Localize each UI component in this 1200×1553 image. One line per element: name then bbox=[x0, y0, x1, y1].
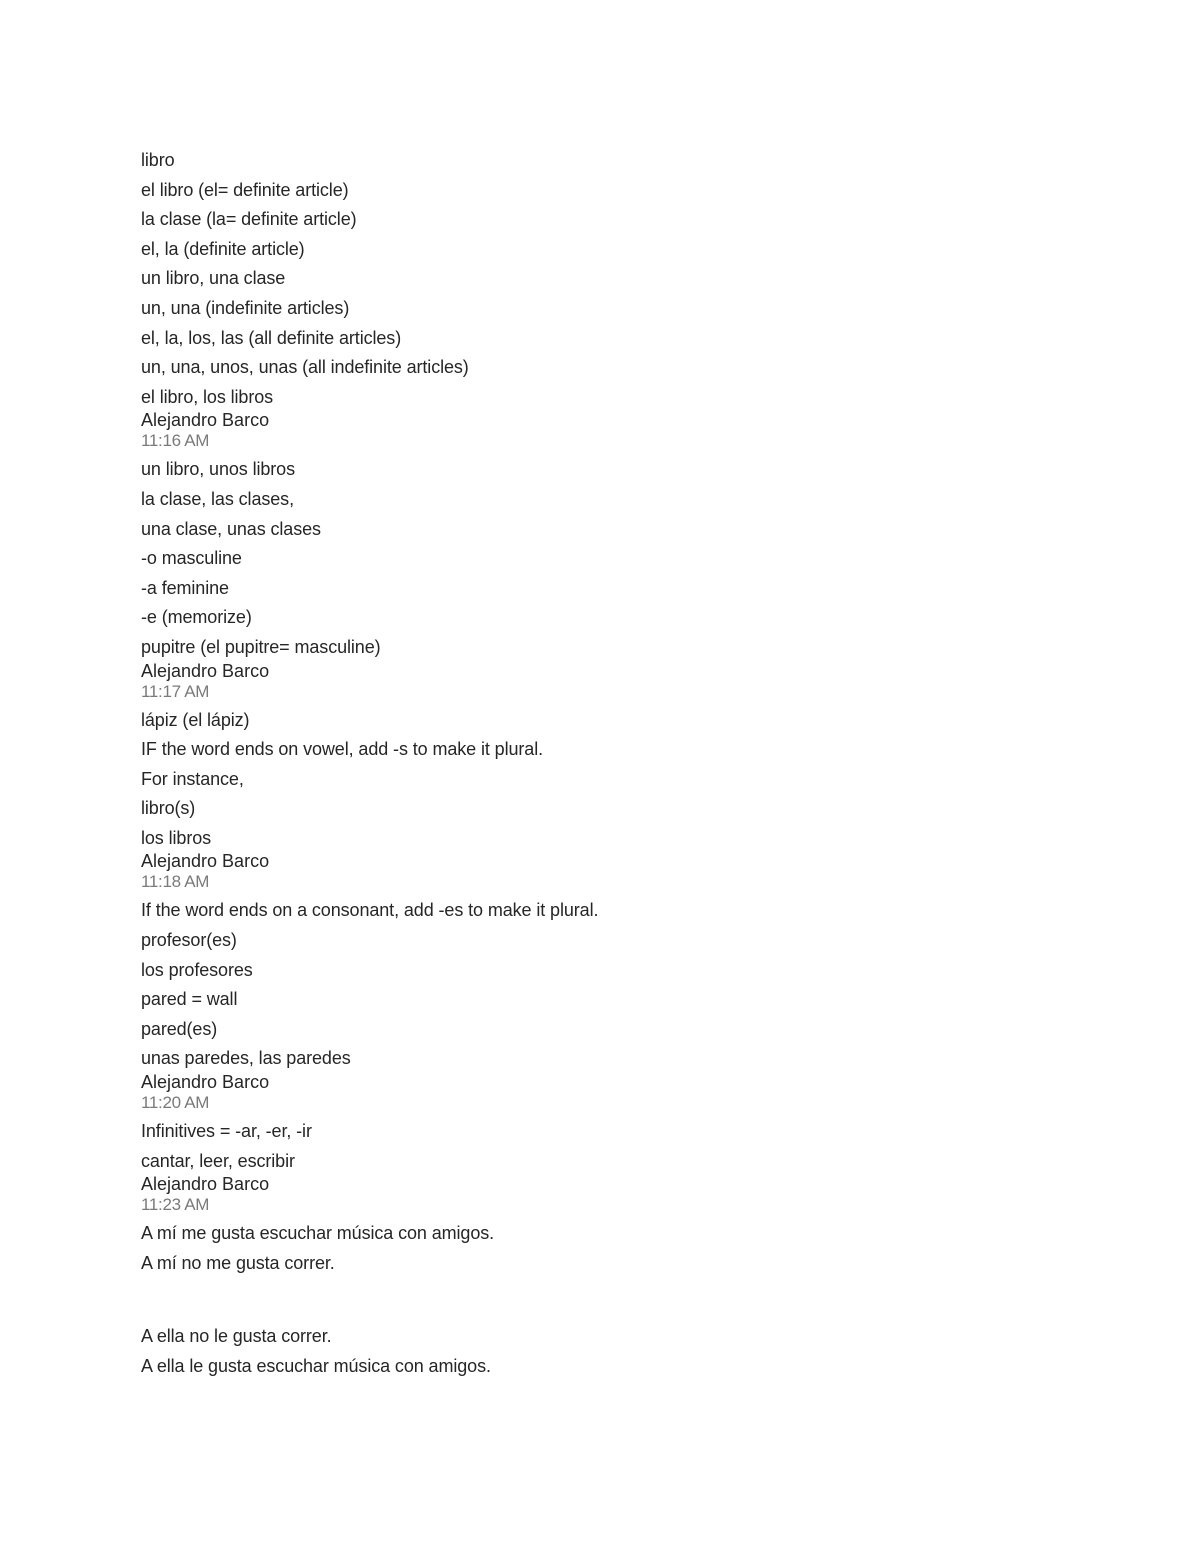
paragraph-spacer bbox=[141, 1278, 1121, 1322]
message-line: cantar, leer, escribir bbox=[141, 1150, 295, 1171]
message-line: -o masculine bbox=[141, 548, 242, 569]
message-line: lápiz (el lápiz) bbox=[141, 709, 250, 730]
note-line: el libro (el= definite article) bbox=[141, 179, 349, 200]
document-page bbox=[141, 146, 1121, 1382]
message-line: A mí no me gusta correr. bbox=[141, 1252, 335, 1273]
note-line: A ella le gusta escuchar música con amigos. bbox=[141, 1356, 491, 1376]
chat-message bbox=[141, 1071, 1121, 1176]
chat-message bbox=[141, 409, 1121, 662]
message-line: la clase, las clases, bbox=[141, 488, 294, 509]
message-author: Alejandro Barco bbox=[141, 851, 270, 872]
message-line: -e (memorize) bbox=[141, 607, 252, 628]
message-timestamp: 11:18 AM bbox=[141, 872, 210, 892]
message-line: For instance, bbox=[141, 768, 244, 789]
message-line: -a feminine bbox=[141, 577, 229, 598]
message-line: profesor(es) bbox=[141, 930, 237, 951]
note-line: la clase (la= definite article) bbox=[141, 209, 357, 230]
chat-message bbox=[141, 660, 1121, 854]
message-line: los libros bbox=[141, 827, 212, 848]
note-line: el, la (definite article) bbox=[141, 238, 305, 259]
chat-message bbox=[141, 1173, 1121, 1278]
message-line: IF the word ends on vowel, add -s to make it plural. bbox=[141, 739, 543, 760]
message-timestamp: 11:23 AM bbox=[141, 1195, 210, 1215]
message-line: unas paredes, las paredes bbox=[141, 1048, 351, 1069]
message-author: Alejandro Barco bbox=[141, 1174, 270, 1195]
message-timestamp: 11:16 AM bbox=[141, 431, 210, 451]
message-timestamp: 11:17 AM bbox=[141, 681, 210, 701]
note-line: un, una (indefinite articles) bbox=[141, 297, 350, 318]
note-line: el, la, los, las (all definite articles) bbox=[141, 327, 402, 348]
note-line: un, una, unos, unas (all indefinite articles) bbox=[141, 357, 469, 378]
message-line: libro(s) bbox=[141, 798, 196, 819]
intro-notes bbox=[141, 146, 1121, 412]
note-line: el libro, los libros bbox=[141, 386, 274, 407]
message-author: Alejandro Barco bbox=[141, 1072, 270, 1093]
note-line: un libro, una clase bbox=[141, 268, 286, 289]
note-line: libro bbox=[141, 150, 175, 170]
message-line: los profesores bbox=[141, 959, 253, 980]
message-line: una clase, unas clases bbox=[141, 518, 321, 539]
note-line: A ella no le gusta correr. bbox=[141, 1326, 332, 1347]
message-author: Alejandro Barco bbox=[141, 410, 270, 431]
message-timestamp: 11:20 AM bbox=[141, 1093, 210, 1113]
message-line: pared(es) bbox=[141, 1018, 218, 1039]
message-line: A mí me gusta escuchar música con amigos. bbox=[141, 1223, 495, 1244]
chat-message bbox=[141, 850, 1121, 1074]
message-line: If the word ends on a consonant, add -es to make it plural. bbox=[141, 900, 599, 921]
message-author: Alejandro Barco bbox=[141, 660, 270, 681]
message-line: pared = wall bbox=[141, 989, 238, 1010]
closing-notes bbox=[141, 1322, 1121, 1381]
message-line: Infinitives = -ar, -er, -ir bbox=[141, 1121, 312, 1142]
message-line: un libro, unos libros bbox=[141, 459, 295, 480]
message-line: pupitre (el pupitre= masculine) bbox=[141, 636, 381, 657]
